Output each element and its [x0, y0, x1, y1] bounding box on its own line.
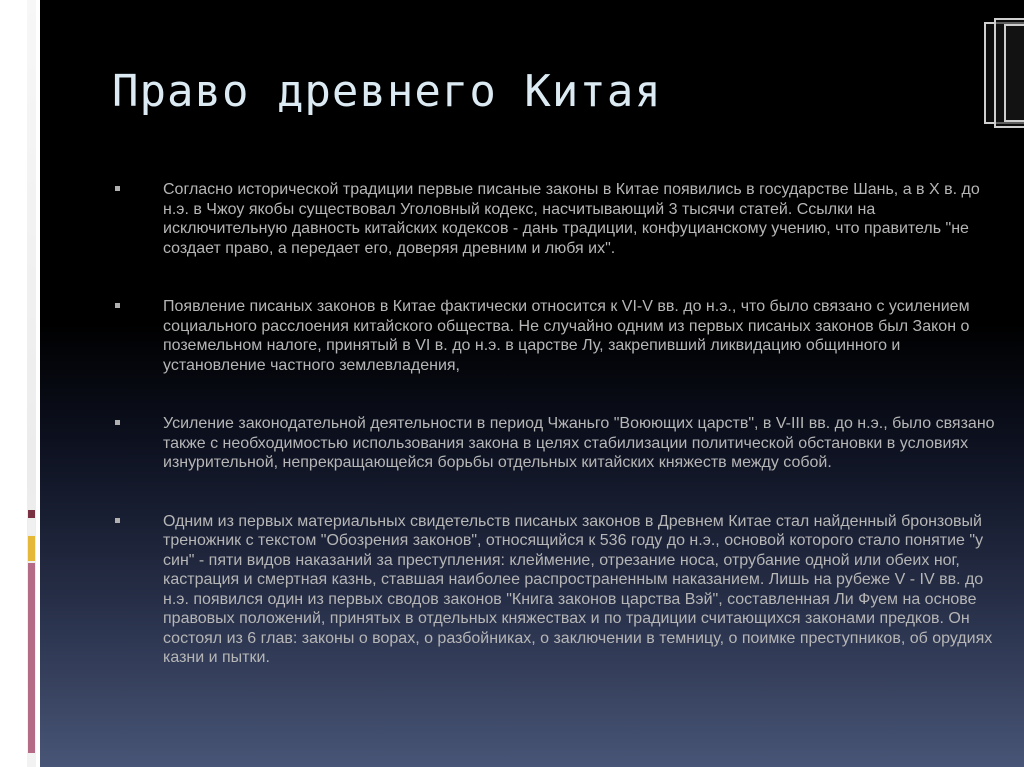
list-item [115, 512, 995, 668]
bullet-text: Появление писаных законов в Китае фактически относится к VI-V вв. до н.э., что было связано с усилением социального расслоения китайского общества. Не случайно одним из первых писаных законов был Закон о поземельном налоге, принятый в VI в. до н.э. в царстве Лу, закрепивший ликвидацию общинного и установление частного землевладения, [163, 298, 970, 374]
bullet-text: Одним из первых материальных свидетельств писаных законов в Древнем Китае стал найденный бронзовый треножник с текстом "Обозрения законов", относящийся к 536 году до н.э., основой которого стало понятие "у син" - пяти видов наказаний за преступления: клеймение, отрезание носа, отрубание одной или обеих ног, кастрация и смертная казнь, ставшая наиболее распространенным наказанием. Лишь на рубеже V - IV вв. до н.э. появился один из первых сводов законов "Книга законов царства Вэй", составленная Ли Фуем на основе правовых положений, принятых в отдельных княжествах и по традиции считающихся законами предков. Он состоял из 6 глав: законы о ворах, о разбойниках, о заключении в темницу, о поимке преступников, об орудиях казни и пытки. [163, 512, 993, 666]
bullet-text: Усиление законодательной деятельности в период Чжаньго "Воюющих царств", в V-III вв. до н.э., было связано также с необходимостью использования закона в целях стабилизации политической обстановки в условиях изнурительной, непрекращающейся борьбы отдельных китайских княжеств между собой. [163, 415, 995, 471]
bullet-square-icon [115, 518, 120, 523]
edge-mark-gold [28, 536, 35, 561]
slide [40, 0, 1024, 767]
stacked-frames-icon [980, 18, 1024, 128]
bullet-text: Согласно исторической традиции первые писаные законы в Китае появились в государстве Шань, а в X в. до н.э. в Чжоу якобы существовал Уголовный кодекс, насчитывающий 3 тысячи статей. Ссылки на исключительную давность китайских кодексов - дань традиции, конфуцианскому учению, что правитель "не создает право, а передает его, доверяя древним и любя их". [163, 181, 980, 257]
slide-title: Право древнего Китая [112, 66, 662, 117]
bullet-list [115, 180, 995, 668]
edge-mark-maroon [28, 510, 35, 518]
left-edge-decoration [0, 0, 40, 767]
bullet-square-icon [115, 420, 120, 425]
list-item [115, 297, 995, 375]
list-item [115, 180, 995, 258]
bullet-square-icon [115, 303, 120, 308]
edge-mark-light [28, 520, 35, 534]
edge-mark-pink [28, 563, 35, 753]
bullet-square-icon [115, 186, 120, 191]
list-item [115, 414, 995, 473]
